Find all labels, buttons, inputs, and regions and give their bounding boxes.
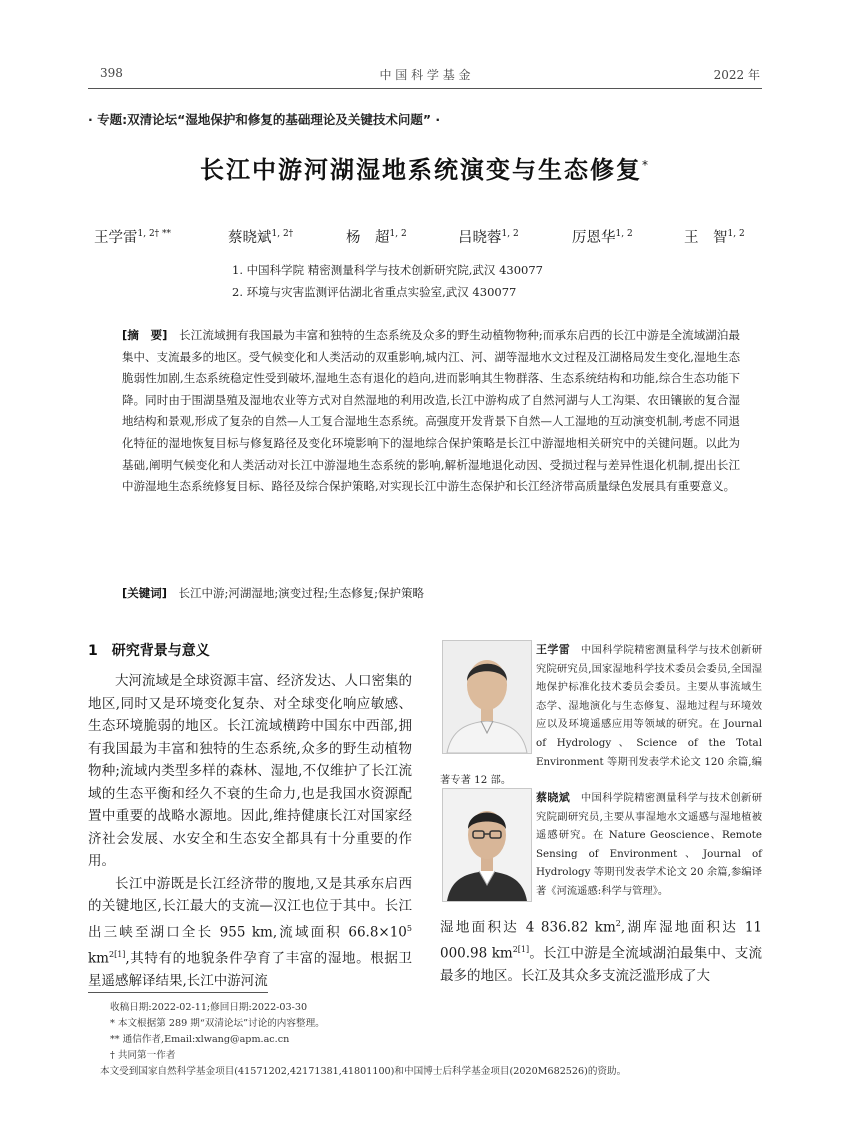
- header-rule: [88, 88, 762, 89]
- author-affil-mark: 1, 2† **: [137, 229, 172, 240]
- bio-name: 王学雷: [536, 643, 571, 656]
- footnote-dates: 收稿日期:2022-02-11;修回日期:2022-03-30: [110, 1002, 308, 1013]
- title-footnote-mark: *: [642, 158, 650, 172]
- abstract-text: 长江流域拥有我国最为丰富和独特的生态系统及众多的野生动植物物种;而承东启西的长江中游是全流域湖泊最集中、支流最多的地区。受气候变化和人类活动的双重影响,城内江、河、湖等湿地水文过程及江湖格局发生变化,湿地生态脆弱性加剧,生态系统稳定性受到破坏,湿地生态有退化的趋向,进而影响其生物群落、生态系统结构和功能,综合生态功能下降。同时由于围湖垦殖及湿地农业等方式对自然湿地的利用改造,长江中游构成了自然河湖与人工沟渠、农田镶嵌的复合湿地结构和景观,形成了复杂的自然—人工复合湿地生态系统。高强度开发背景下自然—人工湿地的互动演变机制,考虑不同退化特征的湿地恢复目标与修复路径及变化环境影响下的湿地综合保护策略是长江中游湿地相关研究中的关键问题。以此为基础,阐明气候变化和人类活动对长江中游湿地生态系统的影响,解析湿地退化动因、受损过程与差异性退化机制,提出长江中游湿地生态系统修复目标、路径及综合保护策略,对实现长江中游生态保护和长江经济带高质量绿色发展具有重要意义。: [122, 328, 741, 494]
- affiliation-1: 1. 中国科学院 精密测量科学与技术创新研究院,武汉 430077: [232, 263, 543, 277]
- journal-year: 2022 年: [713, 68, 760, 82]
- citation-ref: 2[1]: [108, 949, 126, 959]
- keywords-label: [关键词]: [122, 586, 168, 600]
- author-3: [346, 226, 407, 247]
- keywords: [122, 585, 424, 601]
- footnote-2: ** 通信作者,Email:xlwang@apm.ac.cn: [110, 1034, 290, 1045]
- body-text: ,其特有的地貌条件孕育了丰富的湿地。根据卫星遥感解译结果,长江中游河流: [88, 950, 412, 989]
- author-name: 吕晓蓉: [458, 230, 502, 246]
- bio-cai: [440, 789, 762, 901]
- abstract-label: [摘 要]: [122, 328, 168, 342]
- body-text: 湿地面积达 4 836.82 km: [440, 919, 616, 936]
- body-text: km: [88, 950, 109, 966]
- author-5: [572, 226, 633, 247]
- section-title: 研究背景与意义: [111, 643, 210, 659]
- footnote-1: * 本文根据第 289 期“双清论坛”讨论的内容整理。: [110, 1018, 325, 1029]
- exponent: 5: [406, 923, 412, 933]
- author-name: 杨 超: [346, 230, 390, 246]
- author-name: 王 智: [684, 230, 728, 246]
- title-text: 长江中游河湖湿地系统演变与生态修复: [200, 156, 642, 184]
- author-affil-mark: 1, 2: [389, 229, 407, 240]
- body-text: 。长江中游是全流域湖泊最集中、支流最多的地区。长江及其众多支流泛滥形成了大: [440, 945, 763, 984]
- bio-photo-spacer: [440, 789, 536, 901]
- author-name: 厉恩华: [572, 230, 616, 246]
- author-4: [458, 226, 519, 247]
- footnote-3: † 共同第一作者: [110, 1050, 176, 1061]
- citation-ref: 2[1]: [512, 945, 530, 954]
- author-affil-mark: 1, 2: [727, 229, 745, 240]
- bio-wang: [440, 641, 762, 790]
- paper-title: [0, 150, 850, 185]
- author-name: 蔡晓斌: [228, 230, 272, 246]
- body-right-column: [440, 913, 762, 988]
- author-name: 王学雷: [94, 230, 138, 246]
- body-paragraph-2: [88, 873, 412, 993]
- journal-name: 中 国 科 学 基 金: [379, 68, 471, 82]
- author-affil-mark: 1, 2†: [271, 229, 294, 240]
- author-affil-mark: 1, 2: [615, 229, 633, 240]
- abstract: [122, 325, 740, 498]
- bio-name: 蔡晓斌: [536, 791, 571, 804]
- footnote-rule: [88, 992, 268, 993]
- author-2: [228, 226, 293, 247]
- author-6: [684, 226, 745, 247]
- footnote-funding: 本文受到国家自然科学基金项目(41571202,42171381,41801100)和中国博士后科学基金项目(2020M682526)的资助。: [100, 1066, 627, 1077]
- bio-text: 中国科学院精密测量科学与技术创新研究院副研究员,主要从事湿地水文遥感与湿地植被遥感研究。在 Nature Geoscience、Remote Sensing of Environment、Journal of Hydrology 等期刊发表学术论文 20 余篇,参编译著《河流遥感:科学与管理》。: [536, 792, 763, 897]
- section-heading: [88, 640, 210, 660]
- page-number: 398: [100, 66, 123, 80]
- body-text: ,湖库湿地面积达 11 000.98 km: [440, 919, 762, 962]
- bio-text: 中国科学院精密测量科学与技术创新研究院研究员,国家湿地科学技术委员会委员,全国湿地保护标准化技术委员会委员。主要从事流域生态学、湿地演化与生态修复、湿地过程与环境效应以及环境遥感应用等领域的研究。在 Journal of Hydrology、Science of the Total Environment 等期刊发表学术论文 120 余篇,编著专著 12 部。: [440, 644, 763, 787]
- affiliation-2: 2. 环境与灾害监测评估湖北省重点实验室,武汉 430077: [232, 285, 517, 299]
- keywords-text: 长江中游;河湖湿地;演变过程;生态修复;保护策略: [178, 586, 425, 600]
- body-paragraph-1: 大河流域是全球资源丰富、经济发达、人口密集的地区,同时又是环境变化复杂、对全球变化响应敏感、生态环境脆弱的地区。长江流域横跨中国东中西部,拥有我国最为丰富和独特的生态系统,众多的野生动植物物种;流域内类型多样的森林、湿地,不仅维护了长江流域的生态平衡和经久不衰的生命力,也是我国水资源配置中重要的战略水源地。因此,维持健康长江对国家经济社会发展、水安全和生态安全都具有十分重要的作用。: [88, 673, 412, 869]
- bio-photo-spacer: [440, 641, 536, 753]
- author-1: [94, 226, 171, 247]
- special-topic: · 专题:双清论坛“湿地保护和修复的基础理论及关键技术问题” ·: [88, 112, 441, 127]
- author-affil-mark: 1, 2: [501, 229, 519, 240]
- section-number: 1: [88, 643, 98, 659]
- body-text: 长江中游既是长江经济带的腹地,又是其承东启西的关键地区,长江最大的支流—汉江也位于其中。长江出三峡至湖口全长 955 km,流域面积 66.8×10: [88, 875, 412, 940]
- exponent: 2: [615, 919, 621, 928]
- body-left-column: [88, 670, 412, 992]
